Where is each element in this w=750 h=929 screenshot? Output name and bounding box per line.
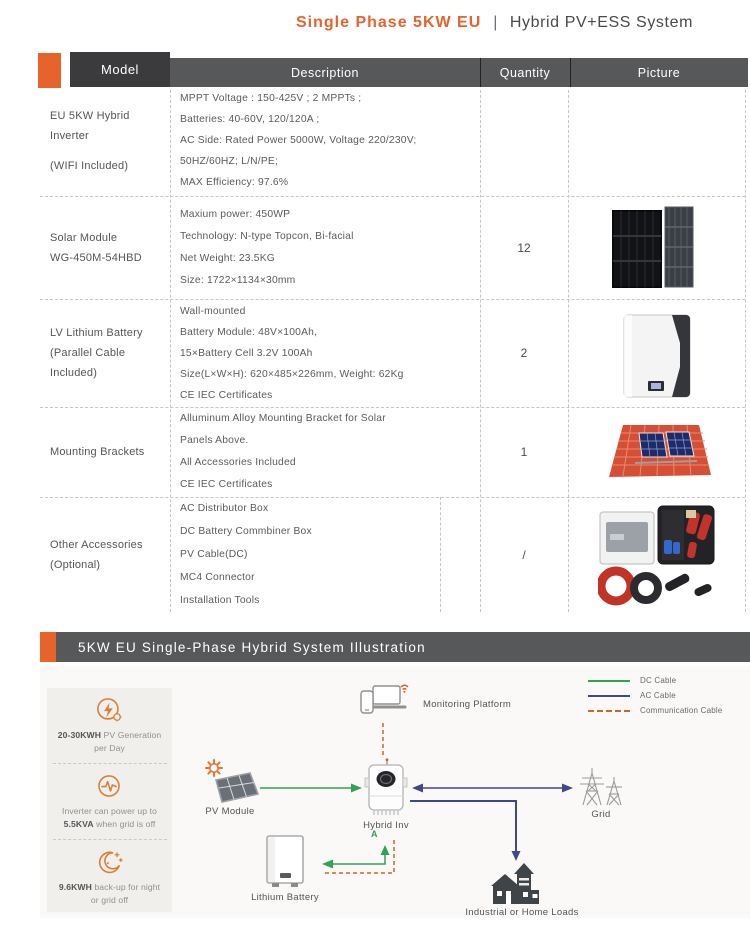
description-line: 50HZ/60HZ; L/N/PE;: [180, 156, 279, 167]
picture-cell: [568, 502, 745, 607]
description-line: Maxium power: 450WP: [180, 208, 291, 220]
accessories-photo: [598, 504, 716, 606]
picture-cell: [568, 416, 745, 486]
home-loads-label: Industrial or Home Loads: [465, 907, 579, 918]
description-cell: [180, 497, 478, 612]
model-cell: [50, 407, 168, 497]
picture-cell: [568, 310, 745, 402]
fact-value: 9.6KWH: [58, 882, 92, 892]
description-line: MPPT Voltage : 150-425V ; 2 MPPTs ;: [180, 93, 362, 104]
marker-a-label: A: [371, 829, 378, 839]
legend-label: Communication Cable: [640, 706, 723, 715]
quantity-cell: /: [522, 547, 526, 562]
quantity-cell: 12: [517, 240, 531, 255]
description-line: All Accessories Included: [180, 457, 296, 468]
description-line: AC Distributor Box: [180, 503, 269, 514]
description-line: CE IEC Certificates: [180, 479, 273, 490]
page-title-highlight: Single Phase 5KW EU: [296, 14, 482, 31]
grid-label: Grid: [591, 809, 611, 820]
description-line: 15×Battery Cell 3.2V 100Ah: [180, 347, 313, 359]
description-line: AC Side: Rated Power 5000W, Voltage 220/230V;: [180, 135, 417, 146]
column-header-description: Description: [290, 65, 360, 80]
description-line: Wall-mounted: [180, 305, 246, 317]
model-line: Solar Module: [50, 231, 118, 244]
column-header-model: Model: [70, 52, 170, 87]
description-line: Batteries: 40-60V, 120/120A ;: [180, 114, 320, 125]
column-divider: [170, 90, 171, 612]
description-cell: [180, 196, 478, 299]
description-line: CE IEC Certificates: [180, 389, 273, 401]
model-cell: [50, 196, 168, 299]
description-line: Net Weight: 23.5KG: [180, 252, 275, 264]
lithium-battery-icon: [264, 833, 306, 890]
fact-text: per Day: [94, 743, 125, 753]
model-cell: [50, 299, 168, 407]
monitoring-platform-icon: [358, 681, 410, 723]
column-header-picture: Picture: [637, 65, 681, 80]
description-line: Size(L×W×H): 620×485×226mm, Weight: 62Kg: [180, 368, 404, 380]
quantity-cell: 2: [520, 346, 528, 360]
model-line: Inverter: [50, 129, 89, 142]
description-cell: [180, 407, 478, 497]
model-line: Other Accessories: [50, 538, 143, 551]
model-line: Mounting Brackets: [50, 446, 145, 458]
fact-text: back-up for night: [91, 882, 161, 892]
wall-battery-photo: [618, 313, 696, 399]
hybrid-inverter-icon: [363, 758, 409, 816]
home-loads-icon: [490, 860, 540, 906]
description-cell: [180, 299, 478, 407]
model-cell: [50, 497, 168, 612]
legend-label: DC Cable: [640, 676, 677, 685]
grid-icon: [575, 765, 627, 807]
quantity-cell: 1: [520, 445, 528, 459]
description-line: PV Cable(DC): [180, 549, 248, 560]
description-line: Panels Above.: [180, 435, 249, 446]
header-accent-block: [38, 53, 61, 88]
picture-cell: [568, 200, 745, 296]
pv-module-icon: [200, 758, 260, 804]
monitoring-platform-label: Monitoring Platform: [423, 699, 512, 710]
page-title: [296, 14, 693, 32]
model-line: (Parallel Cable: [50, 347, 126, 359]
legend-label: AC Cable: [640, 691, 676, 700]
model-line: Included): [50, 367, 98, 379]
fact-value: 20-30KWH: [57, 730, 102, 740]
description-line: MAX Efficiency: 97.6%: [180, 177, 289, 188]
page-title-separator: |: [493, 14, 498, 31]
fact-text: PV Generation: [101, 730, 162, 740]
table-right-border: [745, 90, 746, 612]
model-line: (WIFI Included): [50, 159, 129, 172]
description-line: Size: 1722×1134×30mm: [180, 274, 296, 286]
description-line: Battery Module: 48V×100Ah,: [180, 326, 318, 338]
solar-panels-photo: [611, 203, 703, 293]
fact-value: 5.5KVA: [63, 819, 94, 829]
quantity-cell: [480, 85, 568, 196]
hybrid-inverter-label: Hybrid Inv: [363, 820, 409, 831]
fact-text: Inverter can power up to: [61, 806, 158, 816]
model-line: (Optional): [50, 558, 101, 571]
roof-brackets-photo: [601, 419, 713, 483]
description-line: Installation Tools: [180, 595, 260, 606]
fact-text: when grid is off: [93, 819, 156, 829]
page-title-rest: Hybrid PV+ESS System: [509, 14, 693, 31]
description-line: MC4 Connector: [180, 572, 255, 583]
table-header-bar: [70, 58, 748, 87]
lithium-battery-label: Lithium Battery: [251, 892, 319, 903]
description-line: Alluminum Alloy Mounting Bracket for Solar: [180, 413, 386, 424]
fact-text: or grid off: [90, 895, 129, 905]
description-line: Technology: N-type Topcon, Bi-facial: [180, 230, 354, 242]
illustration-section-title: 5KW EU Single-Phase Hybrid System Illustration: [56, 632, 750, 662]
description-line: DC Battery Commbiner Box: [180, 526, 312, 537]
column-header-quantity: Quantity: [499, 65, 551, 80]
description-cell: [180, 85, 478, 196]
model-cell: [50, 85, 168, 196]
model-line: LV Lithium Battery: [50, 327, 143, 339]
section-accent-block: [40, 632, 56, 662]
model-line: WG-450M-54HBD: [50, 251, 142, 264]
model-line: EU 5KW Hybrid: [50, 109, 130, 122]
pv-module-label: PV Module: [205, 806, 255, 817]
